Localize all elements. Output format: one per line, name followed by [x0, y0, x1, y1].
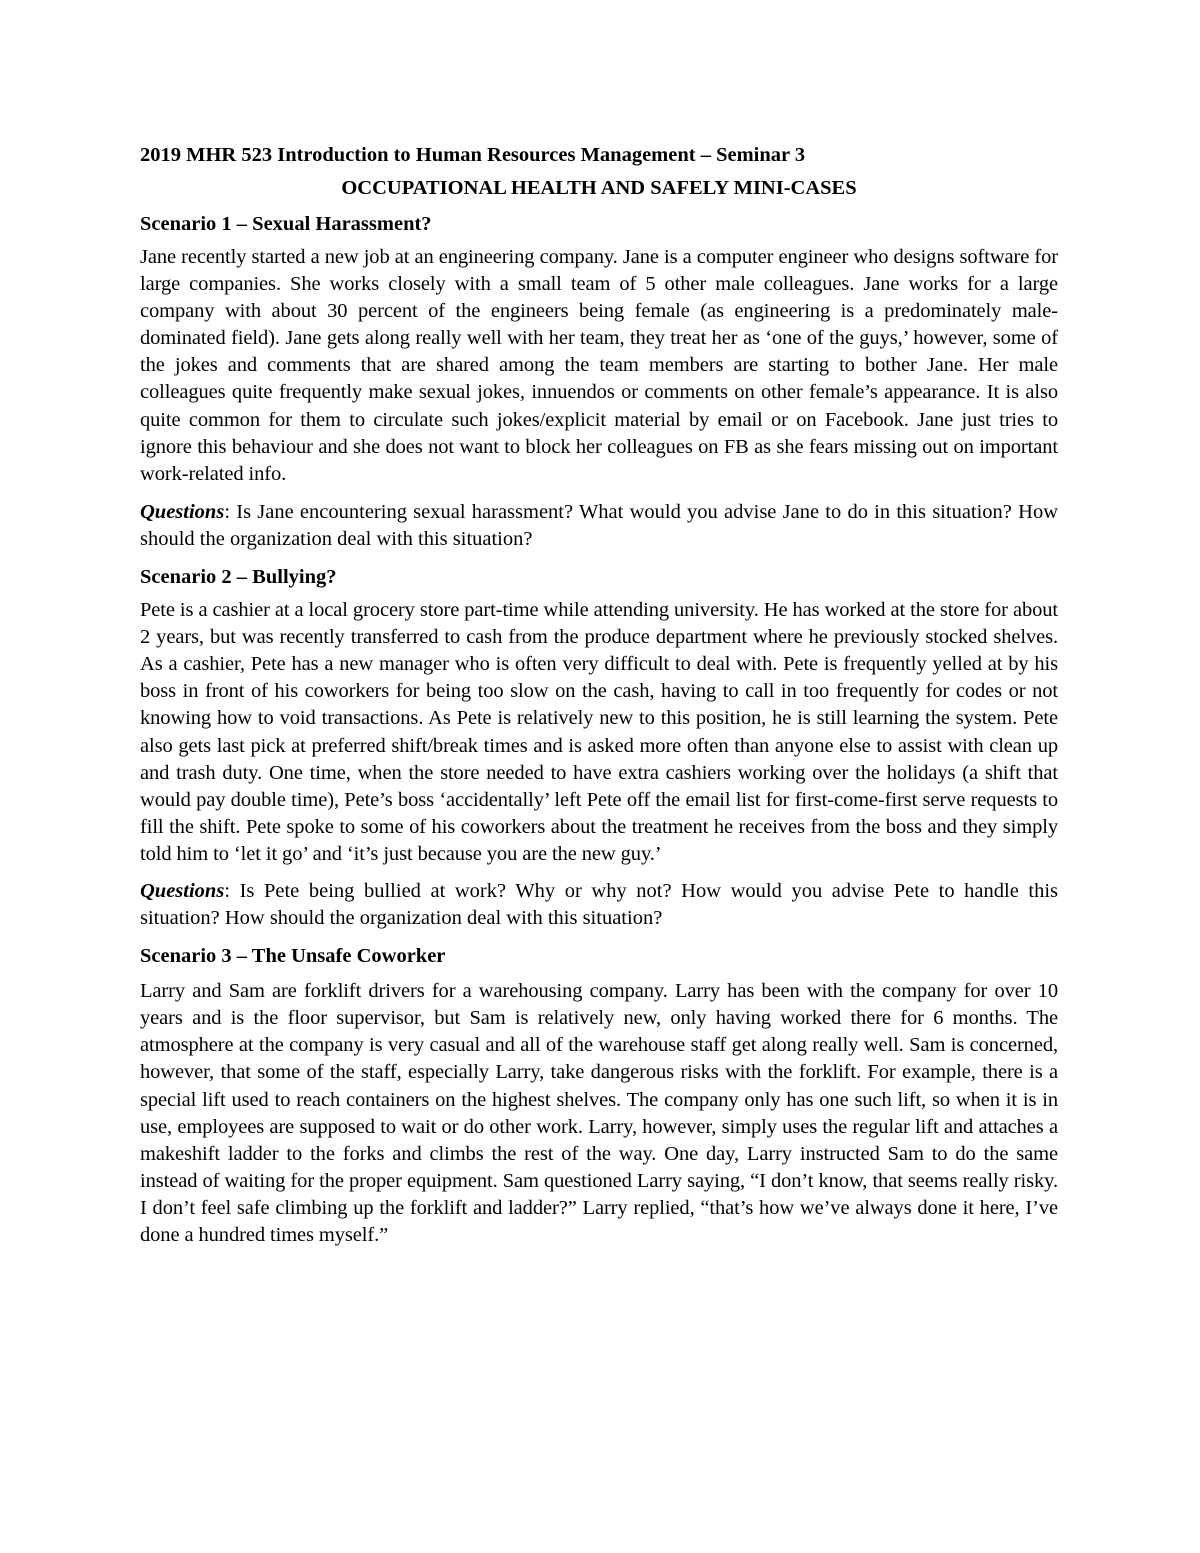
scenario-2-text: Pete is a cashier at a local grocery store part-time while attending university. He has worked at the store for about 2 years, but was recently transferred to cash from the produce department where he previously stocked shelves. As a cashier, Pete has a new manager who is often very difficult to deal with. Pete is frequently yelled at by his boss in front of his coworkers for being too slow on the cash, having to call in too frequently for codes or not knowing how to void transactions. As Pete is relatively new to this position, he is still learning the system. Pete also gets last pick at preferred shift/break times and is asked more often than anyone else to assist with clean up and trash duty. One time, when the store needed to have extra cashiers working over the holidays (a shift that would pay double time), Pete’s boss ‘accidentally’ left Pete off the email list for first-come-first serve requests to fill the shift. Pete spoke to some of his coworkers about the treatment he receives from the boss and they simply told him to ‘let it go’ and ‘it’s just because you are the new guy.’ — [140, 599, 1058, 865]
document-subtitle: OCCUPATIONAL HEALTH AND SAFELY MINI-CASES — [341, 177, 857, 199]
scenario-3 — [140, 942, 1058, 1249]
scenario-1-questions — [140, 499, 1058, 553]
scenario-3-heading: Scenario 3 – The Unsafe Coworker — [140, 945, 446, 968]
questions-text: : Is Pete being bullied at work? Why or why not? How would you advise Pete to handle this situation? How should the organization deal with this situation? — [140, 879, 1058, 930]
scenario-2-questions — [140, 878, 1058, 932]
document-page — [140, 141, 1058, 1249]
questions-text: : Is Jane encountering sexual harassment? What would you advise Jane to do in this situation? How should the organization deal with this situation? — [140, 500, 1058, 550]
scenario-3-text: Larry and Sam are forklift drivers for a warehousing company. Larry has been with the company for over 10 years and is the floor supervisor, but Sam is relatively new, only having worked there for 6 months. The atmosphere at the company is very casual and all of the warehouse staff get along really well. Sam is concerned, however, that some of the staff, especially Larry, take dangerous risks with the forklift. For example, there is a special lift used to reach containers on the highest shelves. The company only has one such lift, so when it is in use, employees are supposed to wait or do other work. Larry, however, simply uses the regular lift and attaches a makeshift ladder to the forks and climbs the rest of the way. One day, Larry instructed Sam to do the same instead of waiting for the proper equipment. Sam questioned Larry saying, “I don’t know, that seems really risky. I don’t feel safe climbing up the forklift and ladder?” Larry replied, “that’s how we’ve always done it here, I’ve done a hundred times myself.” — [140, 980, 1058, 1246]
questions-label: Questions — [140, 879, 225, 902]
scenario-1-text: Jane recently started a new job at an engineering company. Jane is a computer engineer who designs software for large companies. She works closely with a small team of 5 other male colleagues. Jane works for a large company with about 30 percent of the engineers being female (as engineering is a predominately male-dominated field). Jane gets along really well with her team, they treat her as ‘one of the guys,’ however, some of the jokes and comments that are shared among the team members are starting to bother Jane. Her male colleagues quite frequently make sexual jokes, innuendos or comments on other female’s appearance. It is also quite common for them to circulate such jokes/explicit material by email or on Facebook. Jane just tries to ignore this behaviour and she does not want to block her colleagues on FB as she fears missing out on important work-related info. — [140, 246, 1058, 485]
scenario-2 — [140, 563, 1058, 932]
scenario-1-heading: Scenario 1 – Sexual Harassment? — [140, 213, 432, 235]
document-title: 2019 MHR 523 Introduction to Human Resources Management – Seminar 3 — [140, 144, 806, 166]
scenario-1 — [140, 210, 1058, 553]
scenario-2-heading: Scenario 2 – Bullying? — [140, 566, 337, 589]
questions-label: Questions — [140, 500, 225, 523]
